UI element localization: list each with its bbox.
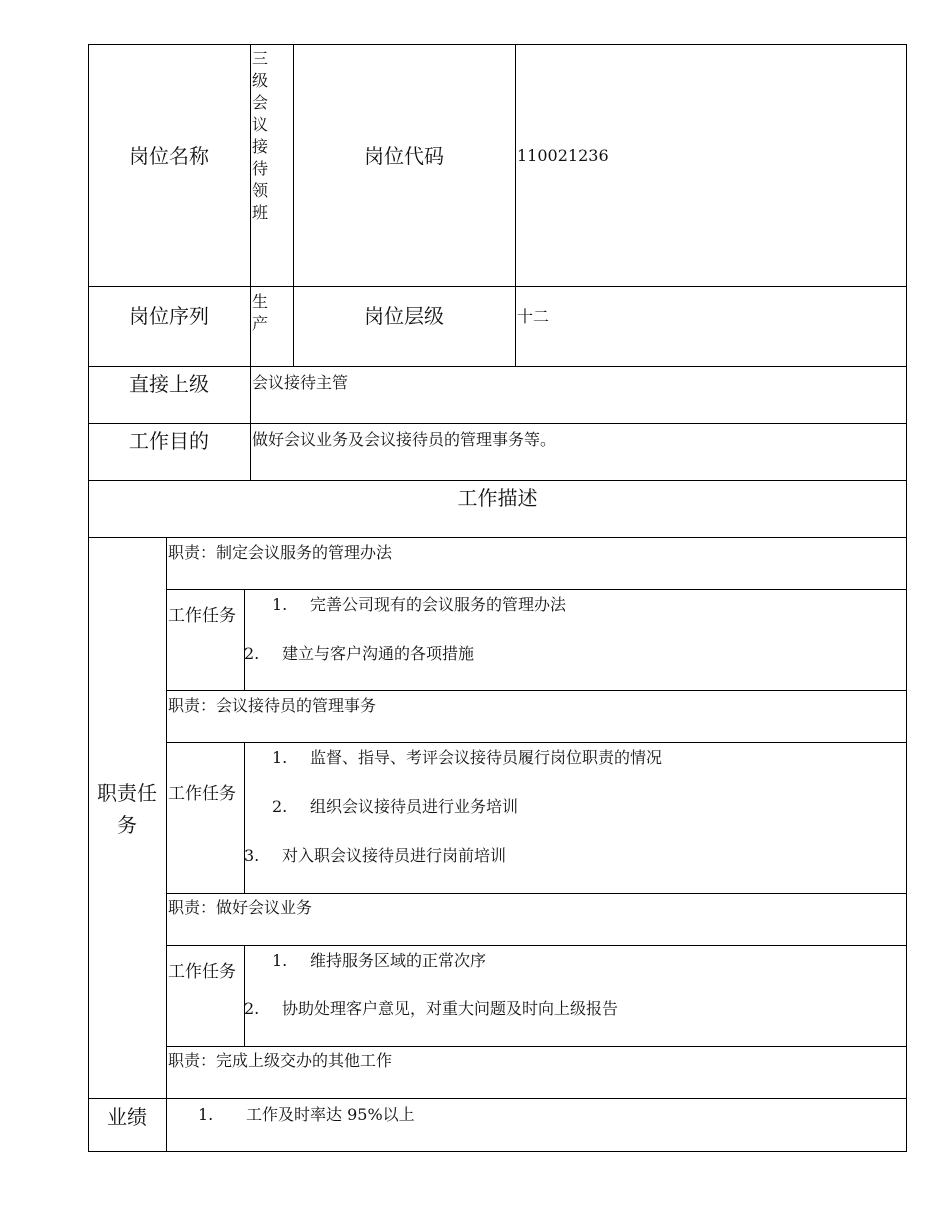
row-divider: [166, 742, 907, 743]
purpose-label: 工作目的: [129, 429, 209, 453]
row-divider: [166, 945, 907, 946]
task-num: 1.: [272, 951, 288, 970]
col-divider: [244, 742, 245, 893]
task-num: 3.: [244, 846, 260, 865]
row-divider: [88, 537, 907, 538]
task-num: 2.: [272, 797, 288, 816]
col-divider: [515, 44, 516, 366]
duty-title: 职责：完成上级交办的其他工作: [168, 1051, 393, 1070]
row-divider: [88, 480, 907, 481]
row-divider: [166, 1046, 907, 1047]
row-divider: [88, 423, 907, 424]
duty-title: 职责：会议接待员的管理事务: [168, 696, 377, 715]
task-text: 协助处理客户意见，对重大问题及时向上级报告: [282, 999, 619, 1018]
task-text: 完善公司现有的会议服务的管理办法: [310, 595, 567, 614]
description-title: 工作描述: [457, 486, 538, 510]
performance-item: [198, 1104, 415, 1126]
performance-num: 1.: [198, 1105, 214, 1124]
task-item: [272, 594, 566, 616]
post-code-value: 110021236: [517, 146, 609, 165]
col-divider: [166, 537, 167, 1152]
task-label: 工作任务: [168, 784, 236, 804]
task-num: 2.: [244, 644, 260, 663]
task-text: 建立与客户沟通的各项措施: [282, 644, 475, 663]
row-divider: [166, 690, 907, 691]
duty-title: 职责：做好会议业务: [168, 898, 313, 917]
task-item: [272, 796, 518, 818]
task-label: 工作任务: [168, 606, 236, 626]
col-divider: [244, 945, 245, 1046]
superior-value: 会议接待主管: [252, 373, 349, 392]
post-level-value: 十二: [517, 307, 550, 326]
task-item: [272, 747, 662, 769]
task-text: 维持服务区域的正常次序: [310, 951, 487, 970]
task-item: [244, 845, 506, 867]
row-divider: [88, 366, 907, 367]
purpose-value: 做好会议业务及会议接待员的管理事务等。: [252, 430, 557, 449]
post-level-label: 岗位层级: [364, 304, 444, 328]
task-text: 监督、指导、考评会议接待员履行岗位职责的情况: [310, 748, 663, 767]
row-divider: [166, 893, 907, 894]
task-label: 工作任务: [168, 962, 236, 982]
post-name-value: 三级会议接待领班: [252, 49, 269, 222]
performance-label: 业绩: [107, 1105, 147, 1129]
col-divider: [244, 589, 245, 690]
row-divider: [88, 286, 907, 287]
post-series-value: 生产: [252, 292, 269, 333]
task-num: 2.: [244, 999, 260, 1018]
post-name-label: 岗位名称: [129, 144, 209, 168]
row-divider: [88, 1098, 907, 1099]
task-item: [244, 643, 474, 665]
task-text: 组织会议接待员进行业务培训: [310, 797, 519, 816]
task-item: [244, 998, 618, 1020]
post-series-label: 岗位序列: [129, 304, 209, 328]
superior-label: 直接上级: [129, 372, 209, 396]
task-text: 对入职会议接待员进行岗前培训: [282, 846, 507, 865]
performance-text: 工作及时率达 95%以上: [246, 1105, 415, 1124]
row-divider: [166, 589, 907, 590]
col-divider: [250, 44, 251, 480]
task-item: [272, 950, 486, 972]
duties-label: 职责任务: [97, 781, 157, 837]
duty-title: 职责：制定会议服务的管理办法: [168, 543, 393, 562]
task-num: 1.: [272, 595, 288, 614]
post-code-label: 岗位代码: [364, 144, 444, 168]
task-num: 1.: [272, 748, 288, 767]
